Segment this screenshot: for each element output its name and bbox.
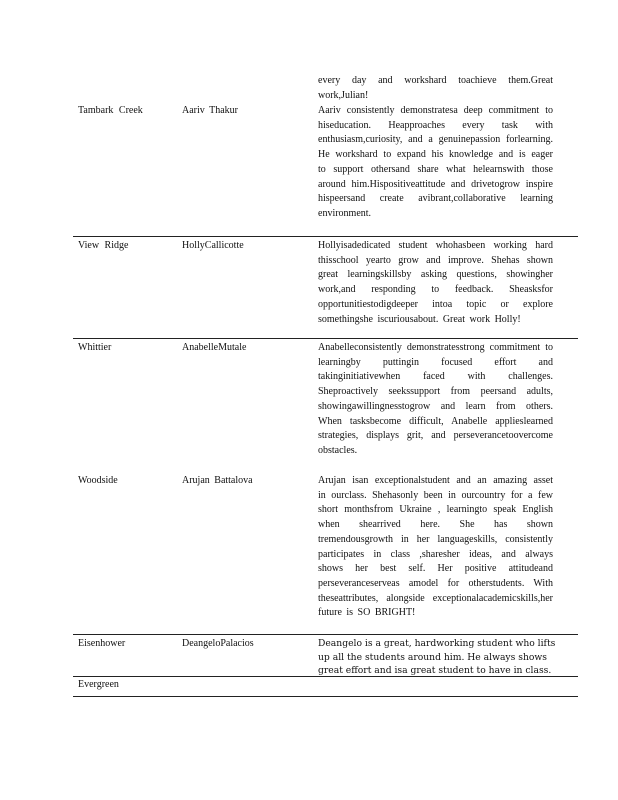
school-name: Tambark Creek — [78, 105, 143, 116]
teacher-comment: Deangelo is a great, hardworking student who lifts up all the students around him. He always shows great effort and isa great student to have in class. — [318, 638, 556, 676]
table-row — [73, 472, 578, 634]
table-row — [73, 634, 578, 677]
teacher-comment: Arujan isan exceptionalstudent and an amazing asset in ourclass. Shehasonly been in ourcountry for a few short monthsfrom Ukraine , learningto speak English when shearrived here. She has shown tremendousgrowth in her languageskills, consistently participates in class ,sharesher ideas, and always shows her best self. Her positive attitudeand perseveranceserveas amodel for otherstudents. With theseattributes, alongside exceptionalacademicskills,her future is SO BRIGHT! — [318, 475, 553, 619]
student-name: Arujan Battalova — [182, 475, 253, 486]
school-name: View Ridge — [78, 240, 129, 251]
school-name: Woodside — [78, 475, 118, 486]
table-row — [73, 102, 578, 236]
school-name: Evergreen — [78, 679, 119, 690]
student-name: HollyCallicotte — [182, 240, 244, 251]
student-name: AnabelleMutale — [182, 342, 247, 353]
table-row — [73, 72, 578, 102]
table-row — [73, 676, 578, 697]
table-row — [73, 236, 578, 339]
school-name: Eisenhower — [78, 638, 126, 649]
teacher-comment: Anabelleconsistently demonstratesstrong commitment to learningby puttingin focused effort and takinginitiativewhen faced with challenges. Sheproactively seekssupport from peersand adults, showingawillingnesstogrow and learn from others. When tasksbecome difficult, Anabelle applieslearned strategies, displays grit, and perseverancetoovercome obstacles. — [318, 342, 553, 456]
teacher-comment: every day and workshard toachieve them.Great work,Julian! — [318, 75, 553, 101]
student-name: DeangeloPalacios — [182, 638, 254, 649]
table-row — [73, 338, 578, 473]
student-name: Aariv Thakur — [182, 105, 238, 116]
school-name: Whittier — [78, 342, 112, 353]
teacher-comment: Hollyisadedicated student whohasbeen working hard thisschool yearto grow and improve. Shehas shown great learningskillsby asking questions, showingher work,and responding to feedback. Sheasksfor opportunitiestodigdeeper intoa topic or explore somethingshe iscuriousabout. Great work Holly! — [318, 240, 553, 325]
teacher-comment: Aariv consistently demonstratesa deep commitment to hiseducation. Heapproaches every task with enthusiasm,curiosity, and a genuinepassion forlearning. He workshard to expand his knowledge and is eager to support othersand share what helearnswith those around him.Hispositiveattitude and drivetogrow inspire hispeersand create avibrant,collaborative learning environment. — [318, 105, 553, 219]
